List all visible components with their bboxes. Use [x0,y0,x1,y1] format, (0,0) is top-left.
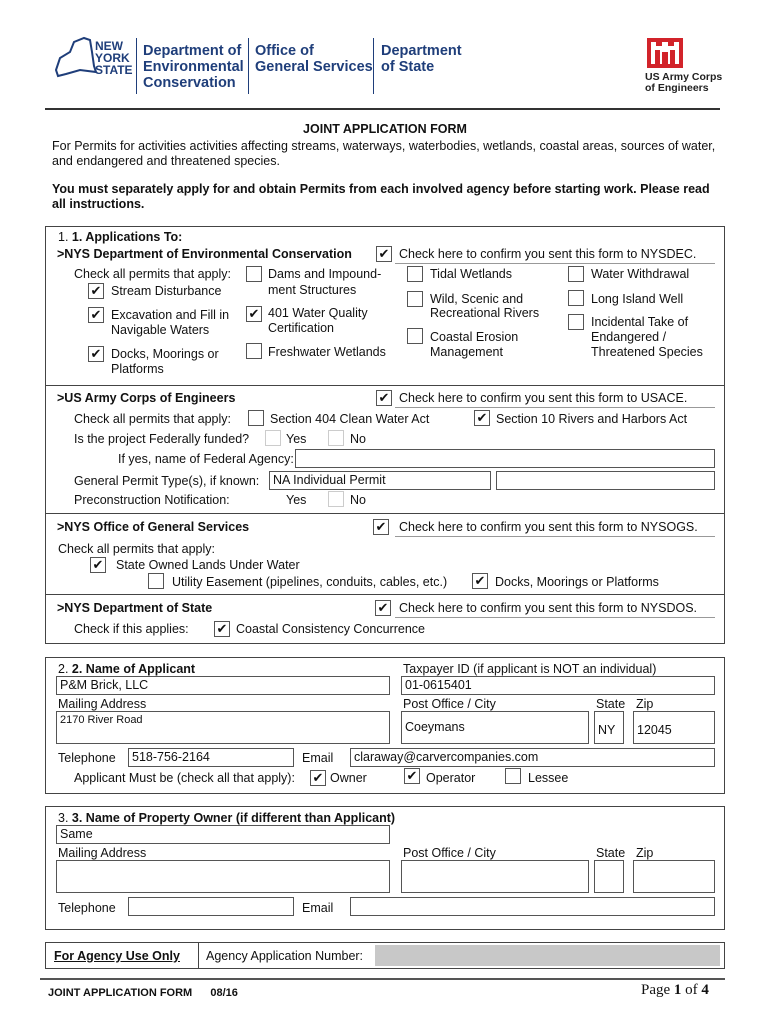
owner-email-label: Email [302,901,334,915]
section-404-label: Section 404 Clean Water Act [270,412,430,426]
ogs-logo [255,43,373,75]
section-10-label: Section 10 Rivers and Harbors Act [496,412,688,426]
lessee-checkbox[interactable] [505,768,521,784]
coastal-consistency-label: Coastal Consistency Concurrence [236,622,425,636]
long-island-well-label: Long Island Well [591,292,684,306]
applicant-po-label: Post Office / City [403,697,496,711]
dec-check-all-label: Check all permits that apply: [74,267,232,281]
owner-telephone-label: Telephone [58,901,116,915]
applicant-name-input[interactable]: P&M Brick, LLC [56,676,390,695]
usace-castle-icon [647,38,683,68]
incidental-take-label: Incidental Take of [591,315,689,329]
dec-logo-line: Environmental [143,59,244,75]
owner-po-input[interactable] [401,860,589,893]
nysdos-confirm-checkbox[interactable]: ✔ [375,600,391,616]
operator-label: Operator [426,771,476,785]
owner-mailing-input[interactable] [56,860,390,893]
water-quality-checkbox[interactable]: ✔ [246,306,262,322]
usace-header: >US Army Corps of Engineers [57,391,236,405]
dos-logo-line: Department [381,43,462,59]
owner-label: Owner [330,771,367,785]
page-number [641,982,709,999]
section-1-title-text: 1. Applications To: [71,230,183,244]
state-lands-checkbox[interactable]: ✔ [90,557,106,573]
page-label: Page [641,982,671,998]
warning-text: all instructions. [52,197,145,211]
dec-header: >NYS Department of Environmental Conservation [57,247,352,261]
owner-name-input[interactable]: Same [56,825,390,844]
applicant-telephone-input[interactable]: 518-756-2164 [128,748,294,767]
ogs-logo-line: General Services [255,59,373,75]
warning-text: You must separately apply for and obtain Permits from each involved agency before starting work. Please read [52,182,710,196]
excavation-fill-label: Excavation and Fill in [111,308,230,322]
incidental-take-label: Threatened Species [591,345,703,359]
general-permit-input-2[interactable] [496,471,715,490]
long-island-well-checkbox[interactable] [568,290,584,306]
owner-checkbox[interactable]: ✔ [310,770,326,786]
dec-logo-line: Conservation [143,75,236,91]
general-permit-input[interactable]: NA Individual Permit [269,471,491,490]
taxpayer-id-input[interactable]: 01-0615401 [401,676,715,695]
coastal-erosion-label: Management [430,345,503,359]
applicant-zip-label: Zip [636,697,654,711]
nysogs-confirm-label: Check here to confirm you sent this form to NYSOGS. [399,520,698,534]
federally-funded-label: Is the project Federally funded? [74,432,250,446]
applicant-must-be-label: Applicant Must be (check all that apply): [74,771,295,785]
stream-disturbance-label: Stream Disturbance [111,284,222,298]
pcn-no-checkbox[interactable] [328,491,344,507]
footer-form-title: JOINT APPLICATION FORM [48,987,193,999]
header-rule [45,108,720,110]
page-current: 1 [673,982,682,998]
federal-agency-label: If yes, name of Federal Agency: [118,452,294,466]
docks-moorings-label: Docks, Moorings or [111,347,219,361]
tidal-wetlands-checkbox[interactable] [407,266,423,282]
usace-confirm-checkbox[interactable]: ✔ [376,390,392,406]
dec-logo-line: Department of [143,43,242,59]
dec-logo [143,43,244,91]
water-quality-label: 401 Water Quality [268,306,368,320]
freshwater-wetlands-label: Freshwater Wetlands [268,345,386,359]
ogs-docks-checkbox[interactable]: ✔ [472,573,488,589]
nysogs-confirm-checkbox[interactable]: ✔ [373,519,389,535]
fed-funded-yes-label: Yes [286,432,307,446]
stream-disturbance-checkbox[interactable]: ✔ [88,283,104,299]
applicant-state-input[interactable]: NY [594,711,624,744]
owner-mailing-label: Mailing Address [58,846,147,860]
intro-text: For Permits for activities activities affecting streams, waterways, waterbodies, wetlands, coastal areas, sources of water, [52,139,716,153]
federal-agency-input[interactable] [295,449,715,468]
owner-state-label: State [596,846,626,860]
applicant-email-label: Email [302,751,334,765]
applicant-mailing-label: Mailing Address [58,697,147,711]
owner-email-input[interactable] [350,897,715,916]
footer-date: 08/16 [210,987,238,999]
pcn-yes-checkbox[interactable] [265,491,281,507]
dos-header: >NYS Department of State [57,601,213,615]
owner-po-label: Post Office / City [403,846,496,860]
excavation-fill-label: Navigable Waters [111,323,210,337]
ogs-header: >NYS Office of General Services [57,520,250,534]
operator-checkbox[interactable]: ✔ [404,768,420,784]
applicant-email-input[interactable]: claraway@carvercompanies.com [350,748,715,767]
wild-scenic-label: Recreational Rivers [430,306,540,320]
general-permit-label: General Permit Type(s), if known: [74,474,260,488]
pcn-label: Preconstruction Notification: [74,493,230,507]
excavation-fill-checkbox[interactable]: ✔ [88,307,104,323]
dos-logo-line: of State [381,59,435,75]
taxpayer-id-label: Taxpayer ID (if applicant is NOT an individual) [403,662,657,676]
intro-text: and endangered and threatened species. [52,154,280,168]
water-withdrawal-label: Water Withdrawal [591,267,690,281]
incidental-take-checkbox[interactable] [568,314,584,330]
owner-zip-label: Zip [636,846,654,860]
coastal-erosion-label: Coastal Erosion [430,330,519,344]
agency-app-number-label: Agency Application Number: [206,949,364,963]
dams-label: Dams and Impound- [268,267,382,281]
applicant-mailing-input[interactable]: 2170 River Road [56,711,390,744]
fed-funded-yes-checkbox[interactable] [265,430,281,446]
ny-state-logo [95,40,133,76]
dams-label: ment Structures [268,283,357,297]
section-404-checkbox[interactable] [248,410,264,426]
dos-logo [381,43,462,75]
ny-logo-line: NEW [95,39,123,53]
footer-form-name [48,987,238,999]
ogs-logo-line: Office of [255,43,314,59]
owner-telephone-input[interactable] [128,897,294,916]
usace-logo-line: of Engineers [645,82,709,94]
dams-checkbox[interactable] [246,266,262,282]
pcn-yes-label: Yes [286,493,307,507]
water-withdrawal-checkbox[interactable] [568,266,584,282]
ogs-docks-label: Docks, Moorings or Platforms [495,575,659,589]
dos-check-label: Check if this applies: [74,622,189,636]
applicant-zip-input[interactable]: 12045 [633,711,715,744]
coastal-consistency-checkbox[interactable]: ✔ [214,621,230,637]
ny-logo-line: YORK [95,51,130,65]
tidal-wetlands-label: Tidal Wetlands [430,267,512,281]
nysdec-confirm-checkbox[interactable]: ✔ [376,246,392,262]
applicant-telephone-label: Telephone [58,751,116,765]
footer-rule [40,978,725,980]
docks-moorings-label: Platforms [111,362,164,376]
applicant-po-input[interactable]: Coeymans [401,711,589,744]
nysdos-confirm-label: Check here to confirm you sent this form to NYSDOS. [399,601,698,615]
section-3-title-text: 3. Name of Property Owner (if different than Applicant) [71,811,396,825]
coastal-erosion-checkbox[interactable] [407,328,423,344]
utility-easement-label: Utility Easement (pipelines, conduits, cables, etc.) [172,575,448,589]
page-total: 4 [701,982,709,998]
usace-logo-text [645,72,722,94]
owner-zip-input[interactable] [633,860,715,893]
docks-moorings-checkbox[interactable]: ✔ [88,346,104,362]
incidental-take-label: Endangered / [591,330,667,344]
water-quality-label: Certification [268,321,334,335]
freshwater-wetlands-checkbox[interactable] [246,343,262,359]
wild-scenic-label: Wild, Scenic and [430,292,524,306]
usace-confirm-label: Check here to confirm you sent this form to USACE. [399,391,688,405]
fed-funded-no-checkbox[interactable] [328,430,344,446]
page-of: of [685,982,698,998]
fed-funded-no-label: No [350,432,366,446]
form-title: JOINT APPLICATION FORM [303,122,467,136]
section-1-title: 1. 1. Applications To: [58,230,183,244]
owner-state-input[interactable] [594,860,624,893]
usace-check-all-label: Check all permits that apply: [74,412,232,426]
agency-use-label: For Agency Use Only [54,949,180,963]
state-lands-label: State Owned Lands Under Water [116,558,300,572]
utility-easement-checkbox[interactable] [148,573,164,589]
agency-app-number-input[interactable] [375,945,720,966]
ogs-check-all-label: Check all permits that apply: [58,542,216,556]
usace-logo-line: US Army Corps [645,71,723,83]
section-10-checkbox[interactable]: ✔ [474,410,490,426]
section-2-title-text: 2. Name of Applicant [71,662,196,676]
wild-scenic-checkbox[interactable] [407,291,423,307]
lessee-label: Lessee [528,771,569,785]
nysdec-confirm-label: Check here to confirm you sent this form to NYSDEC. [399,247,697,261]
new-york-state-map-icon [50,36,100,78]
section-2-title: 2. 2. Name of Applicant [58,662,196,676]
section-3-title: 3. 3. Name of Property Owner (if different than Applicant) [58,811,396,825]
ny-logo-line: STATE [95,63,133,77]
pcn-no-label: No [350,493,366,507]
applicant-state-label: State [596,697,626,711]
